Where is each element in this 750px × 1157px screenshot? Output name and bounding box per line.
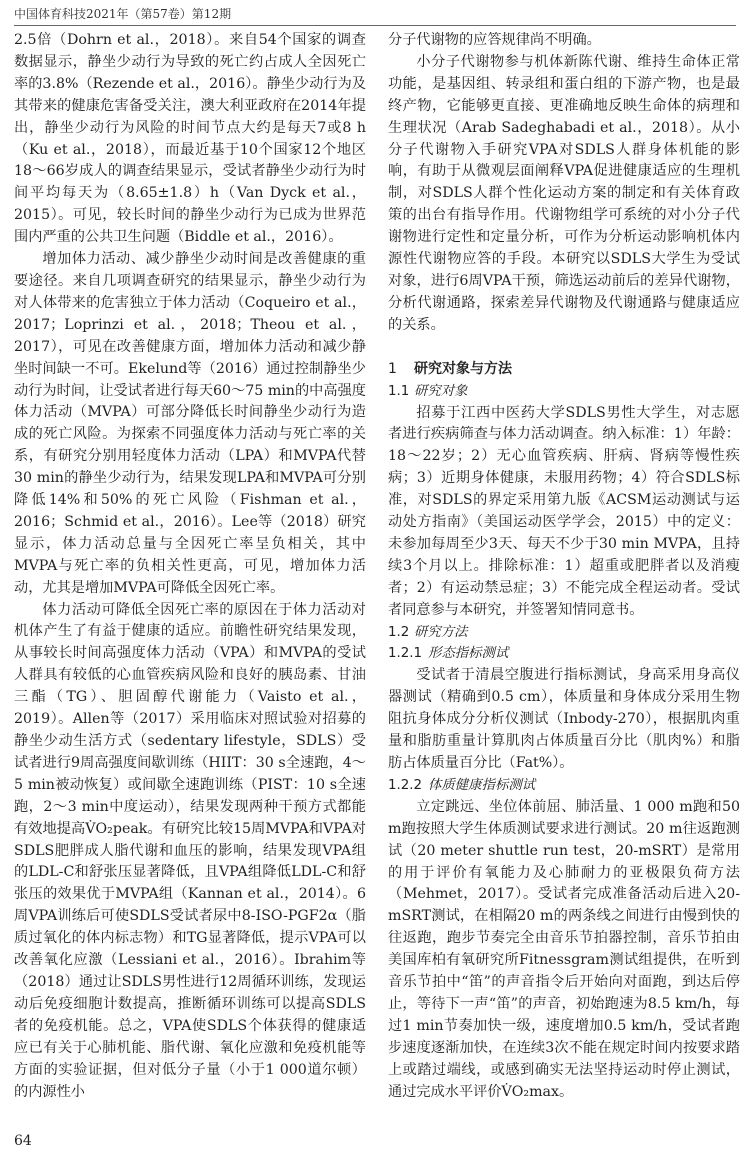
page-number: 64 [14,1133,32,1149]
section-number: 1.2.1 [388,646,423,662]
section-number: 1.2 [388,624,410,640]
paragraph: 增加体力活动、减少静坐少动时间是改善健康的重要途径。来自几项调查研究的结果显示，静坐少动行为对人体带来的危害独立于体力活动（Coqueiro et al.，2017；Loprinzi et al.，2018；Theou et al.，2017），可见在改善健康方面，增加体力活动和减少静坐时间缺一不可。Ekelund等（2016）通过控制静坐少动行为时间，让受试者进行每天60～75 min的中高强度体力活动（MVPA）可部分降低长时间静坐少动行为造成的死亡风险。为探索不同强度体力活动与死亡率的关系，有研究分别用轻度体力活动（LPA）和MVPA代替30 min的静坐少动行为，结果发现LPA和MVPA可分别降低14%和50%的死亡风险（Fishman et al.，2016；Schmid et al.，2016）。Lee等（2018）研究显示，体力活动总量与全因死亡率呈负相关，其中MVPA与死亡率的负相关性更高，可见，增加体力活动，尤其是增加MVPA可降低全因死亡率。 [14,251,366,596]
paragraph: 分子代谢物的应答规律尚不明确。 [388,32,601,48]
header-divider [14,25,736,26]
paragraph: 受试者于清晨空腹进行指标测试，身高采用身高仪器测试（精确到0.5 cm），体质量和身体成分采用生物阻抗身体成分分析仪测试（Inbody-270），根据肌肉重量和脂肪重量计算肌肉占体质量百分比（肌肉%）和脂肪占体质量百分比（Fat%）。 [388,667,740,771]
subsubsection-heading [388,643,740,665]
section-title: 研究对象与方法 [414,360,512,377]
left-column [14,30,366,1103]
section-title: 体质健康指标测试 [428,777,536,793]
section-title: 研究方法 [414,624,468,640]
section-number: 1.1 [388,383,410,399]
paragraph: 招募于江西中医药大学SDLS男性大学生，对志愿者进行疾病筛查与体力活动调查。纳入标准：1）年龄：18～22岁；2）无心血管疾病、肝病、肾病等慢性疾病；3）近期身体健康，未服用药物；4）符合SDLS标准，对SDLS的界定采用第九版《ACSM运动测试与运动处方指南》（美国运动医学学会，2015）中的定义：未参加每周至少3天、每天不少于30 min MVPA，且持续3个月以上。排除标准：1）超重或肥胖者以及消瘦者；2）有运动禁忌症；3）不能完成全程运动者。受试者同意参与本研究，并签署知情同意书。 [388,404,740,618]
section-number: 1 [388,360,397,377]
section-title: 研究对象 [414,383,468,399]
subsubsection-heading [388,775,740,797]
paragraph: 小分子代谢物参与机体新陈代谢、维持生命体正常功能，是基因组、转录组和蛋白组的下游产物，也是最终产物，它能够更直接、更准确地反映生命体的病理和生理状况（Arab Sadeghabadi et al.，2018）。从小分子代谢物入手研究VPA对SDLS人群身体机能的影响，有助于从微观层面阐释VPA促进健康适应的生理机制，对SDLS人群个性化运动方案的制定和有关体育政策的出台有指导作用。代谢物组学可系统的对小分子代谢物进行定性和定量分析，可作为分析运动影响机体内源性代谢物应答的手段。本研究以SDLS大学生为受试对象，进行6周VPA干预，筛选运动前后的差异代谢物，分析代谢通路，探索差异代谢物及代谢通路与健康适应的关系。 [388,53,740,333]
subsection-heading [388,622,740,644]
section-number: 1.2.2 [388,777,423,793]
paragraph: 2.5倍（Dohrn et al.，2018）。来自54个国家的调查数据显示，静坐少动行为导致的死亡约占成人全因死亡率的3.8%（Rezende et al.，2016）。静坐少动行为及其带来的健康危害备受关注，澳大利亚政府在2014年提出，静坐少动行为风险的时间节点大约是每天7或8 h（Ku et al.，2018），而最近基于10个国家12个地区18～66岁成人的调查结果显示，受试者静坐少动行为时间平均每天为（8.65±1.8）h（Van Dyck et al.，2015）。可见，较长时间的静坐少动行为已成为世界范围内严重的公共卫生问题（Biddle et al.，2016）。 [14,32,366,246]
section-heading [388,359,740,381]
subsection-heading [388,381,740,403]
paragraph: 立定跳远、坐位体前屈、肺活量、1 000 m跑和50 m跑按照大学生体质测试要求进行测试。20 m往返跑测试（20 meter shuttle run test，20-mSRT）是常用的用于评价有氧能力及心肺耐力的亚极限负荷方法（Mehmet，2017）。受试者完成准备活动后进入20-mSRT测试，在相隔20 m的两条线之间进行由慢到快的往返跑，跑步节奏完全由音乐节拍器控制，音乐节拍由美国库柏有氧研究所Fitnessgram测试组提供，在听到音乐节拍中“笛”的声音指令后开始向对面跑，到达后停止，等待下一声“笛”的声音，初始跑速为8.5 km/h，每过1 min节奏加快一级，速度增加0.5 km/h，受试者跑步速度逐渐加快，在连续3次不能在规定时间内按要求踏上或踏过端线，或感到确实无法坚持运动时停止测试，通过完成水平评价V̇O₂max。 [388,798,740,1100]
right-column [388,30,740,1104]
section-title: 形态指标测试 [428,646,509,662]
paragraph: 体力活动可降低全因死亡率的原因在于体力活动对机体产生了有益于健康的适应。前瞻性研究结果发现，从事较长时间高强度体力活动（VPA）和MVPA的受试人群具有较低的心血管疾病风险和良好的胰岛素、甘油三酯（TG）、胆固醇代谢能力（Vaisto et al.，2019）。Allen等（2017）采用临床对照试验对招募的静坐少动生活方式（sedentary lifestyle，SDLS）受试者进行9周高强度间歇训练（HIIT：30 s全速跑，4～5 min被动恢复）或间歇全速跑训练（PIST：10 s全速跑，2～3 min中度运动），结果发现两种干预方式都能有效地提高V̇O₂peak。有研究比较15周MVPA和VPA对SDLS肥胖成人脂代谢和血压的影响，结果发现VPA组的LDL-C和舒张压显著降低，且VPA组降低LDL-C和舒张压的效果优于MVPA组（Kannan et al.，2014）。6周VPA训练后可使SDLS受试者尿中8-ISO-PGF2α（脂质过氧化的体内标志物）和TG显著降低，提示VPA可以改善氧化应激（Lessiani et al.，2016）。Ibrahim等（2018）通过让SDLS男性进行12周循环训练，发现运动后免疫细胞计数提高，推断循环训练可以提高SDLS者的免疫机能。总之，VPA使SDLS个体获得的健康适应已有关于心肺机能、脂代谢、氧化应激和免疫机能等方面的实验证据，但对低分子量（小于1 000道尔顿）的内源性小 [14,601,366,1100]
running-header: 中国体育科技2021年（第57卷）第12期 [14,7,232,21]
